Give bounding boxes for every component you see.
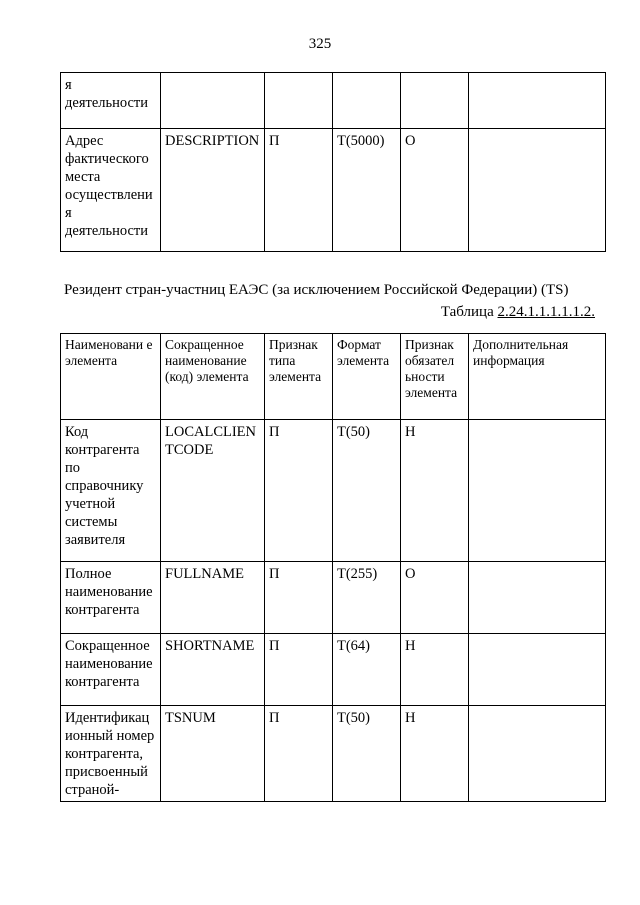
table-header-row xyxy=(61,334,606,420)
table-cell: LOCALCLIEN TCODE xyxy=(161,420,265,562)
table-cell: П xyxy=(265,706,333,802)
table-cell: П xyxy=(265,420,333,562)
table-cell: FULLNAME xyxy=(161,562,265,634)
page-number: 325 xyxy=(308,36,332,52)
table-cell xyxy=(401,73,469,129)
table-row xyxy=(61,129,606,252)
column-header: Сокращенное наименование (код) элемента xyxy=(161,334,265,420)
column-header: Формат элемента xyxy=(333,334,401,420)
table-row xyxy=(61,706,606,802)
table-cell xyxy=(469,562,606,634)
table-cell: Сокращенное наименование контрагента xyxy=(61,634,161,706)
table-row xyxy=(61,73,606,129)
table-row xyxy=(61,634,606,706)
table-caption xyxy=(441,304,595,321)
table-cell: я деятельности xyxy=(61,73,161,129)
table-cell: T(5000) xyxy=(333,129,401,252)
table-caption-number: 2.24.1.1.1.1.1.2. xyxy=(497,304,595,320)
table-caption-prefix: Таблица xyxy=(440,304,498,320)
elements-table xyxy=(60,333,606,802)
table-cell xyxy=(469,420,606,562)
table-cell xyxy=(469,634,606,706)
table-cell: П xyxy=(265,562,333,634)
table-cell: TSNUM xyxy=(161,706,265,802)
table-cell: Полное наименование контрагента xyxy=(61,562,161,634)
table-cell xyxy=(265,73,333,129)
table-cell: Н xyxy=(401,706,469,802)
table-cell xyxy=(469,73,606,129)
table-cell: О xyxy=(401,129,469,252)
table-cell: T(50) xyxy=(333,420,401,562)
table-cell: Н xyxy=(401,420,469,562)
table-cell: DESCRIPTION xyxy=(161,129,265,252)
table-cell: Н xyxy=(401,634,469,706)
table-continued xyxy=(60,72,606,252)
table-cell: П xyxy=(265,129,333,252)
table-row xyxy=(61,420,606,562)
table-cell: T(64) xyxy=(333,634,401,706)
table-cell: SHORTNAME xyxy=(161,634,265,706)
table-cell: T(50) xyxy=(333,706,401,802)
table-cell xyxy=(333,73,401,129)
section-title: Резидент стран-участниц ЕАЭС (за исключением Российской Федерации) (TS) xyxy=(64,282,569,298)
table-cell xyxy=(469,706,606,802)
column-header: Признак типа элемента xyxy=(265,334,333,420)
table-cell: Идентификац ионный номер контрагента, присвоенный страной- xyxy=(61,706,161,802)
table-cell: Адрес фактического места осуществлени я деятельности xyxy=(61,129,161,252)
table-cell xyxy=(469,129,606,252)
column-header: Признак обязател ьности элемента xyxy=(401,334,469,420)
table-row xyxy=(61,562,606,634)
column-header: Дополнительная информация xyxy=(469,334,606,420)
table-cell xyxy=(161,73,265,129)
table-cell: П xyxy=(265,634,333,706)
table-cell: T(255) xyxy=(333,562,401,634)
column-header: Наименовани е элемента xyxy=(61,334,161,420)
table-cell: О xyxy=(401,562,469,634)
table-cell: Код контрагента по справочнику учетной системы заявителя xyxy=(61,420,161,562)
